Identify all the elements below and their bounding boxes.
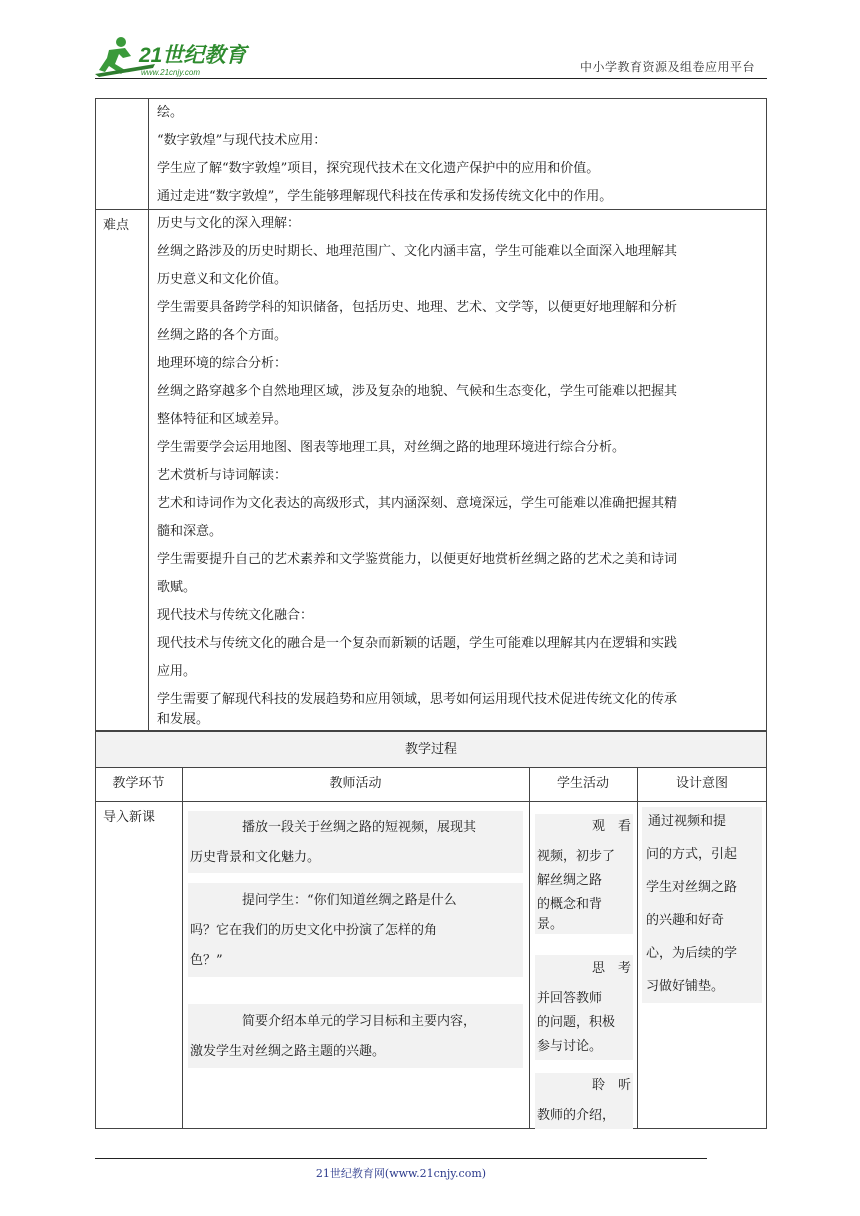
svg-text:www.21cnjy.com: www.21cnjy.com [141, 68, 200, 77]
difficulty-line: 历史与文化的深入理解： [157, 216, 301, 231]
difficulty-line: 现代技术与传统文化的融合是一个复杂而新颖的话题，学生可能难以理解其内在逻辑和实践 [157, 636, 678, 651]
difficulty-line: 丝绸之路穿越多个自然地理区域，涉及复杂的地貌、气候和生态变化，学生可能难以把握其 [157, 384, 678, 399]
student-line: 的问题，积极 [537, 1015, 616, 1030]
intent-line: 心，为后续的学 [646, 946, 738, 961]
teacher-line: 播放一段关于丝绸之路的短视频，展现其 [242, 820, 477, 835]
difficulty-line: 学生需要了解现代科技的发展趋势和应用领域，思考如何运用现代技术促进传统文化的传承 [157, 692, 678, 707]
difficulty-line: 和发展。 [157, 712, 210, 727]
difficulty-line: 学生需要具备跨学科的知识储备，包括历史、地理、艺术、文学等，以便更好地理解和分析 [157, 300, 678, 315]
platform-name: 中小学教育资源及组卷应用平台 [579, 60, 755, 74]
student-line: 视频，初步了 [537, 849, 616, 864]
difficulty-line: 学生需要学会运用地图、图表等地理工具，对丝绸之路的地理环境进行综合分析。 [157, 440, 626, 455]
svg-text:21世纪教育: 21世纪教育 [139, 44, 247, 67]
difficulty-line: 艺术赏析与诗词解读： [157, 468, 288, 483]
intent-line: 问的方式，引起 [646, 847, 738, 862]
student-line: 并回答教师 [537, 991, 603, 1006]
difficulty-line: 艺术和诗词作为文化表达的高级形式，其内涵深刻、意境深远，学生可能难以准确把握其精 [157, 496, 678, 511]
stage-label: 导入新课 [103, 810, 156, 825]
student-line: 参与讨论。 [537, 1039, 603, 1054]
difficulty-line: 髓和深意。 [157, 524, 223, 539]
student-line: 的概念和背 [537, 897, 603, 912]
difficulty-line: 歌赋。 [157, 580, 197, 595]
column-header: 设计意图 [675, 776, 728, 791]
difficulty-line: 现代技术与传统文化融合： [157, 608, 314, 623]
difficulty-line: 整体特征和区域差异。 [157, 412, 288, 427]
footer-divider [95, 1158, 707, 1159]
process-header-divider [95, 801, 767, 802]
teacher-line: 吗？它在我们的历史文化中扮演了怎样的角 [190, 923, 438, 938]
column-header: 教师活动 [329, 776, 382, 791]
header-divider [95, 78, 767, 79]
student-line: 观 看 [591, 819, 631, 834]
intent-line: 通过视频和提 [648, 814, 727, 829]
site-logo [95, 34, 265, 78]
intent-line: 习做好铺垫。 [646, 979, 725, 994]
teacher-line: 色？” [190, 953, 223, 968]
difficulty-label: 难点 [103, 218, 130, 233]
student-line: 教师的介绍， [537, 1108, 616, 1123]
content-line: 学生应了解“数字敦煌”项目，探究现代技术在文化遗产保护中的应用和价值。 [157, 161, 600, 176]
student-line: 思 考 [591, 961, 631, 976]
teacher-line: 历史背景和文化魅力。 [190, 850, 321, 865]
student-line: 聆 听 [591, 1078, 631, 1093]
process-title-divider [95, 767, 767, 768]
student-line: 解丝绸之路 [537, 873, 603, 888]
process-col-divider [529, 767, 530, 1129]
content-line: 绘。 [157, 105, 184, 120]
process-col-divider [182, 767, 183, 1129]
intent-line: 学生对丝绸之路 [646, 880, 738, 895]
difficulty-line: 历史意义和文化价值。 [157, 272, 288, 287]
page-header [95, 28, 765, 80]
intent-line: 的兴趣和好奇 [646, 913, 725, 928]
footer-link[interactable]: 21世纪教育网(www.21cnjy.com) [315, 1167, 487, 1180]
student-line: 景。 [537, 917, 564, 932]
process-title: 教学过程 [404, 742, 457, 757]
content-line: 通过走进“数字敦煌”，学生能够理解现代科技在传承和发扬传统文化中的作用。 [157, 189, 613, 204]
column-header: 学生活动 [556, 776, 609, 791]
column-header: 教学环节 [112, 776, 165, 791]
teacher-line: 简要介绍本单元的学习目标和主要内容， [242, 1014, 477, 1029]
difficulty-line: 应用。 [157, 664, 197, 679]
teacher-line: 激发学生对丝绸之路主题的兴趣。 [190, 1044, 386, 1059]
difficulty-line: 学生需要提升自己的艺术素养和文学鉴赏能力，以便更好地赏析丝绸之路的艺术之美和诗词 [157, 552, 678, 567]
difficulty-line: 丝绸之路的各个方面。 [157, 328, 288, 343]
teacher-line: 提问学生：“你们知道丝绸之路是什么 [242, 893, 457, 908]
table-column-divider [148, 98, 149, 731]
process-col-divider [637, 767, 638, 1129]
content-line: “数字敦煌”与现代技术应用： [157, 133, 327, 148]
difficulty-line: 丝绸之路涉及的历史时期长、地理范围广、文化内涵丰富，学生可能难以全面深入地理解其 [157, 244, 678, 259]
difficulty-line: 地理环境的综合分析： [157, 356, 288, 371]
